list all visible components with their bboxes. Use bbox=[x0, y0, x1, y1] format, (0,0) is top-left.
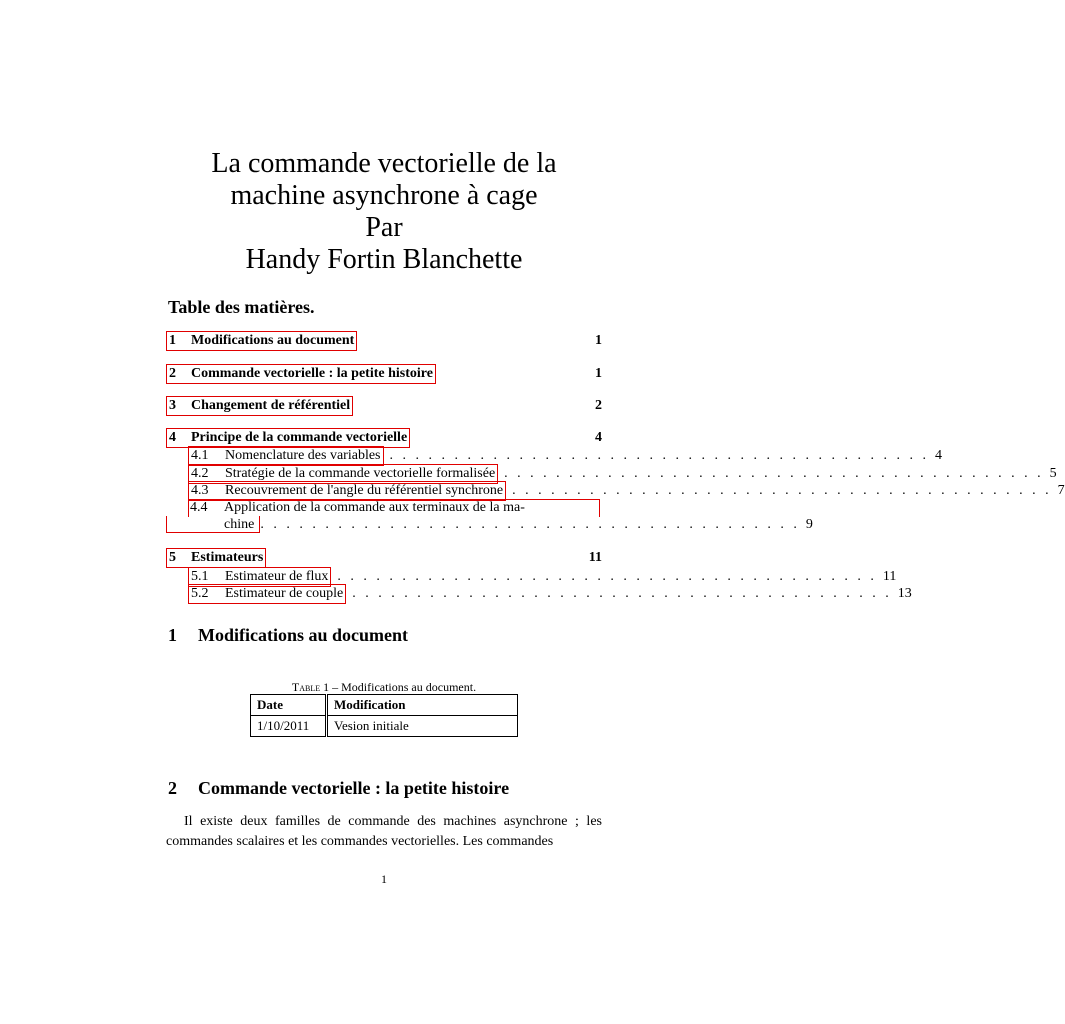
toc-link-section-1[interactable]: 1 Modifications au document bbox=[166, 331, 357, 351]
toc-entry-section-4 bbox=[166, 428, 602, 448]
toc-dot-leader: . . . . . . . . . . . . . . . . . . . . . . . . . . . . . . . . . . . . . . . . . . bbox=[512, 483, 1052, 498]
toc-entry-subsection-4-3 bbox=[188, 481, 1065, 501]
document-author: Handy Fortin Blanchette bbox=[245, 244, 523, 275]
toc-dot-leader: . . . . . . . . . . . . . . . . . . . . . . . . . . . . . . . . . . . . . . . . . . bbox=[504, 466, 1044, 481]
document-title-line2: machine asynchrone à cage bbox=[230, 180, 538, 211]
toc-link-section-2[interactable]: 2 Commande vectorielle : la petite histoire bbox=[166, 364, 436, 384]
section-2-heading: 2 Commande vectorielle : la petite histoire bbox=[168, 778, 510, 798]
table-header-date: Date bbox=[251, 695, 327, 716]
toc-page-number: 1 bbox=[595, 366, 602, 381]
toc-entry-section-2 bbox=[166, 364, 602, 384]
table-header-row bbox=[251, 695, 518, 716]
toc-page-number: 9 bbox=[805, 517, 813, 532]
toc-page-number: 1 bbox=[595, 333, 602, 348]
toc-heading: Table des matières. bbox=[168, 297, 315, 317]
toc-entry-subsection-4-1 bbox=[188, 446, 942, 466]
section-1-heading: 1 Modifications au document bbox=[168, 625, 409, 645]
toc-dot-leader: . . . . . . . . . . . . . . . . . . . . . . . . . . . . . . . . . . . . . . . . . . bbox=[352, 586, 892, 601]
toc-entry-subsection-5-2 bbox=[188, 584, 912, 604]
toc-entry-section-5 bbox=[166, 548, 602, 568]
toc-page-number: 11 bbox=[882, 569, 897, 584]
toc-link-section-4[interactable]: 4 Principe de la commande vectorielle bbox=[166, 428, 410, 448]
toc-link-section-5[interactable]: 5 Estimateurs bbox=[166, 548, 266, 568]
toc-link-subsection-4-2[interactable]: 4.2 Stratégie de la commande vectorielle formalisée bbox=[188, 464, 498, 484]
toc-page-number: 4 bbox=[935, 448, 942, 463]
table-caption: Table 1 – Modifications au document. bbox=[291, 680, 477, 694]
toc-entry-subsection-4-4-line1: 4.4 Application de la commande aux terminaux de la ma- bbox=[190, 500, 525, 515]
toc-page-number: 5 bbox=[1049, 466, 1057, 481]
toc-entry-section-3 bbox=[166, 396, 602, 416]
toc-page-number: 11 bbox=[588, 550, 602, 565]
modifications-table bbox=[250, 694, 518, 737]
document-title-line1: La commande vectorielle de la bbox=[211, 148, 557, 179]
toc-page-number: 13 bbox=[897, 586, 912, 601]
toc-link-subsection-5-2[interactable]: 5.2 Estimateur de couple bbox=[188, 584, 346, 604]
table-row bbox=[251, 716, 518, 737]
page-number: 1 bbox=[381, 872, 387, 886]
toc-dot-leader: . . . . . . . . . . . . . . . . . . . . . . . . . . . . . . . . . . . . . . . . . . bbox=[260, 517, 800, 532]
toc-entry-subsection-4-4-line2: chine . . . . . . . . . . . . . . . . . . . . . . . . . . . . . . . . . . . . . . . . . . 9 bbox=[224, 517, 813, 532]
table-cell-date: 1/10/2011 bbox=[251, 716, 327, 737]
toc-link-subsection-4-3[interactable]: 4.3 Recouvrement de l'angle du référentiel synchrone bbox=[188, 481, 506, 501]
toc-link-section-3[interactable]: 3 Changement de référentiel bbox=[166, 396, 353, 416]
toc-page-number: 7 bbox=[1057, 483, 1065, 498]
toc-dot-leader: . . . . . . . . . . . . . . . . . . . . . . . . . . . . . . . . . . . . . . . . . . bbox=[337, 569, 877, 584]
table-cell-modification: Vesion initiale bbox=[327, 716, 518, 737]
table-header-modification: Modification bbox=[327, 695, 518, 716]
toc-dot-leader: . . . . . . . . . . . . . . . . . . . . . . . . . . . . . . . . . . . . . . . . . . bbox=[389, 448, 929, 463]
toc-page-number: 2 bbox=[595, 398, 602, 413]
document-by-line: Par bbox=[365, 212, 403, 243]
toc-page-number: 4 bbox=[595, 430, 602, 445]
toc-entry-section-1 bbox=[166, 331, 602, 351]
toc-link-subsection-5-1[interactable]: 5.1 Estimateur de flux bbox=[188, 567, 331, 587]
section-2-paragraph: Il existe deux familles de commande des machines asynchrone ; les commandes scalaires et les commandes vectorielles. Les commandes bbox=[166, 814, 602, 849]
toc-link-subsection-4-1[interactable]: 4.1 Nomenclature des variables bbox=[188, 446, 384, 466]
